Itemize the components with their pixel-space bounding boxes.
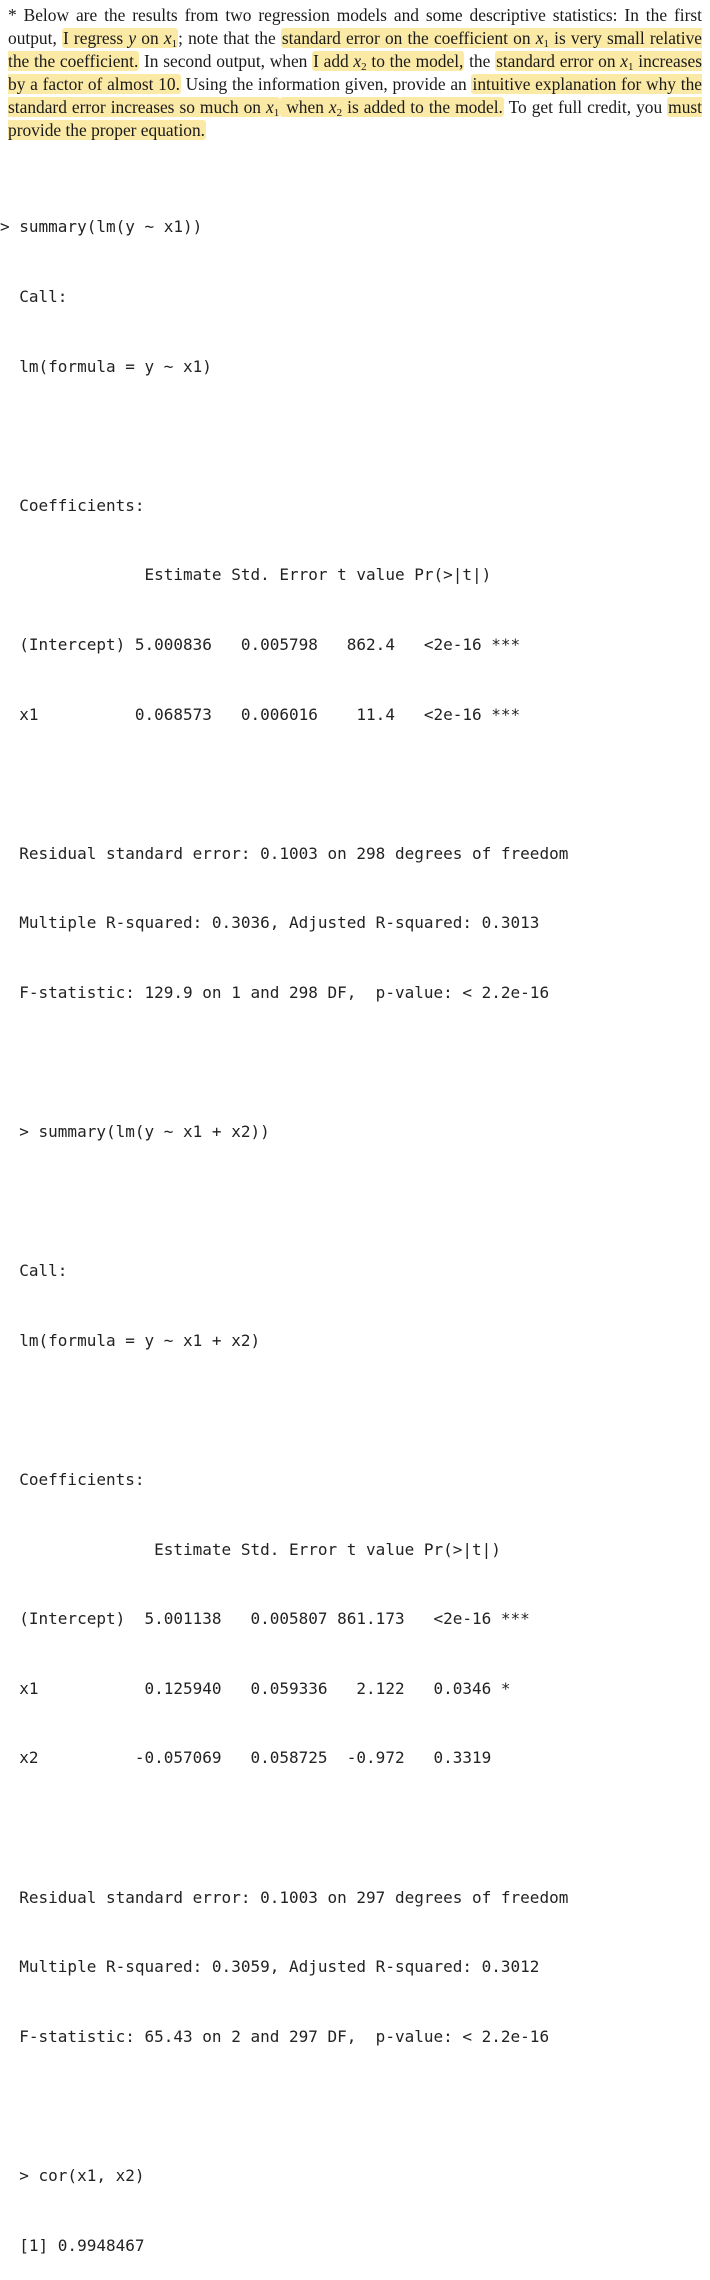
console-line: lm(formula = y ~ x1 + x2) — [0, 1330, 261, 1350]
console-line: > cor(x1, x2) — [0, 2166, 145, 2186]
console-line: F-statistic: 65.43 on 2 and 297 DF, p-value: < 2.2e-16 — [0, 2026, 550, 2046]
console-line: Multiple R-squared: 0.3036, Adjusted R-squared: 0.3013 — [0, 913, 540, 933]
console-line: [1] 0.9948467 — [0, 2235, 145, 2255]
console-line: > summary(lm(y ~ x1)) — [0, 217, 203, 237]
console-line: Estimate Std. Error t value Pr(>|t|) — [0, 1539, 501, 1559]
console-line: Estimate Std. Error t value Pr(>|t|) — [0, 565, 492, 585]
q-highlight-add-x2: I add $x_2$ to the model, — [313, 51, 464, 73]
console-line: > summary(lm(y ~ x1 + x2)) — [0, 1122, 270, 1142]
console-line: Coefficients: — [0, 1470, 145, 1490]
console-line: x1 0.125940 0.059336 2.122 0.0346 * — [0, 1678, 511, 1698]
q-highlight-regress: I regress y on $x_1$ — [62, 28, 178, 50]
console-line — [0, 424, 710, 447]
console-line — [0, 2094, 710, 2117]
console-line: lm(formula = y ~ x1) — [0, 356, 212, 376]
console-line — [0, 1816, 710, 1839]
console-line: Call: — [0, 287, 68, 306]
console-line: x2 -0.057069 0.058725 -0.972 0.3319 — [0, 1748, 492, 1768]
console-line: F-statistic: 129.9 on 1 and 298 DF, p-value: < 2.2e-16 — [0, 982, 550, 1002]
console-line — [0, 772, 710, 795]
question-text: * Below are the results from two regression models and some descriptive statistics: In the first output, I regress y on $x_1$; note that the standard error on the coefficient on $x_1$ is very small relative the the coefficient. In second output, when I add $x_2$ to the model, the standard error on $x_1$ increases by a factor of almost 10. Using the information given, provide an intuitive explanation for why the standard error increases so much on $x_1$ when $x_2$ is added to the model. To get full credit, you must provide the proper equation. — [8, 5, 702, 140]
q-highlight-intuitive: intuitive explanation for why the standard error increases so much on $x_1$ — [8, 74, 702, 119]
console-line: Coefficients: — [0, 495, 145, 515]
console-line — [0, 1190, 710, 1213]
console-line: Residual standard error: 0.1003 on 298 degrees of freedom — [0, 843, 569, 863]
q-highlight-small-se: standard error on the coefficient on $x_1$ is very small relative the the coefficient. — [8, 28, 702, 71]
console-line — [0, 1399, 710, 1422]
r-console-output — [0, 169, 710, 2280]
console-line: (Intercept) 5.000836 0.005798 862.4 <2e-16 *** — [0, 634, 521, 654]
console-line: Multiple R-squared: 0.3059, Adjusted R-squared: 0.3012 — [0, 1957, 540, 1977]
q-intro: * Below are the results from two regression models and some descriptive statistics: In the first output, — [8, 5, 702, 48]
q-highlight-equation: must provide the proper equation. — [8, 97, 702, 140]
console-line — [0, 1051, 710, 1074]
q-highlight-when-added: when $x_2$ is added to the model. — [281, 97, 503, 119]
console-line: (Intercept) 5.001138 0.005807 861.173 <2e-16 *** — [0, 1609, 530, 1629]
console-line: x1 0.068573 0.006016 11.4 <2e-16 *** — [0, 704, 521, 724]
console-line: Call: — [0, 1261, 68, 1281]
q-highlight-se-increase: standard error on $x_1$ increases by a factor of almost 10. — [8, 51, 702, 94]
console-line: Residual standard error: 0.1003 on 297 degrees of freedom — [0, 1887, 569, 1907]
